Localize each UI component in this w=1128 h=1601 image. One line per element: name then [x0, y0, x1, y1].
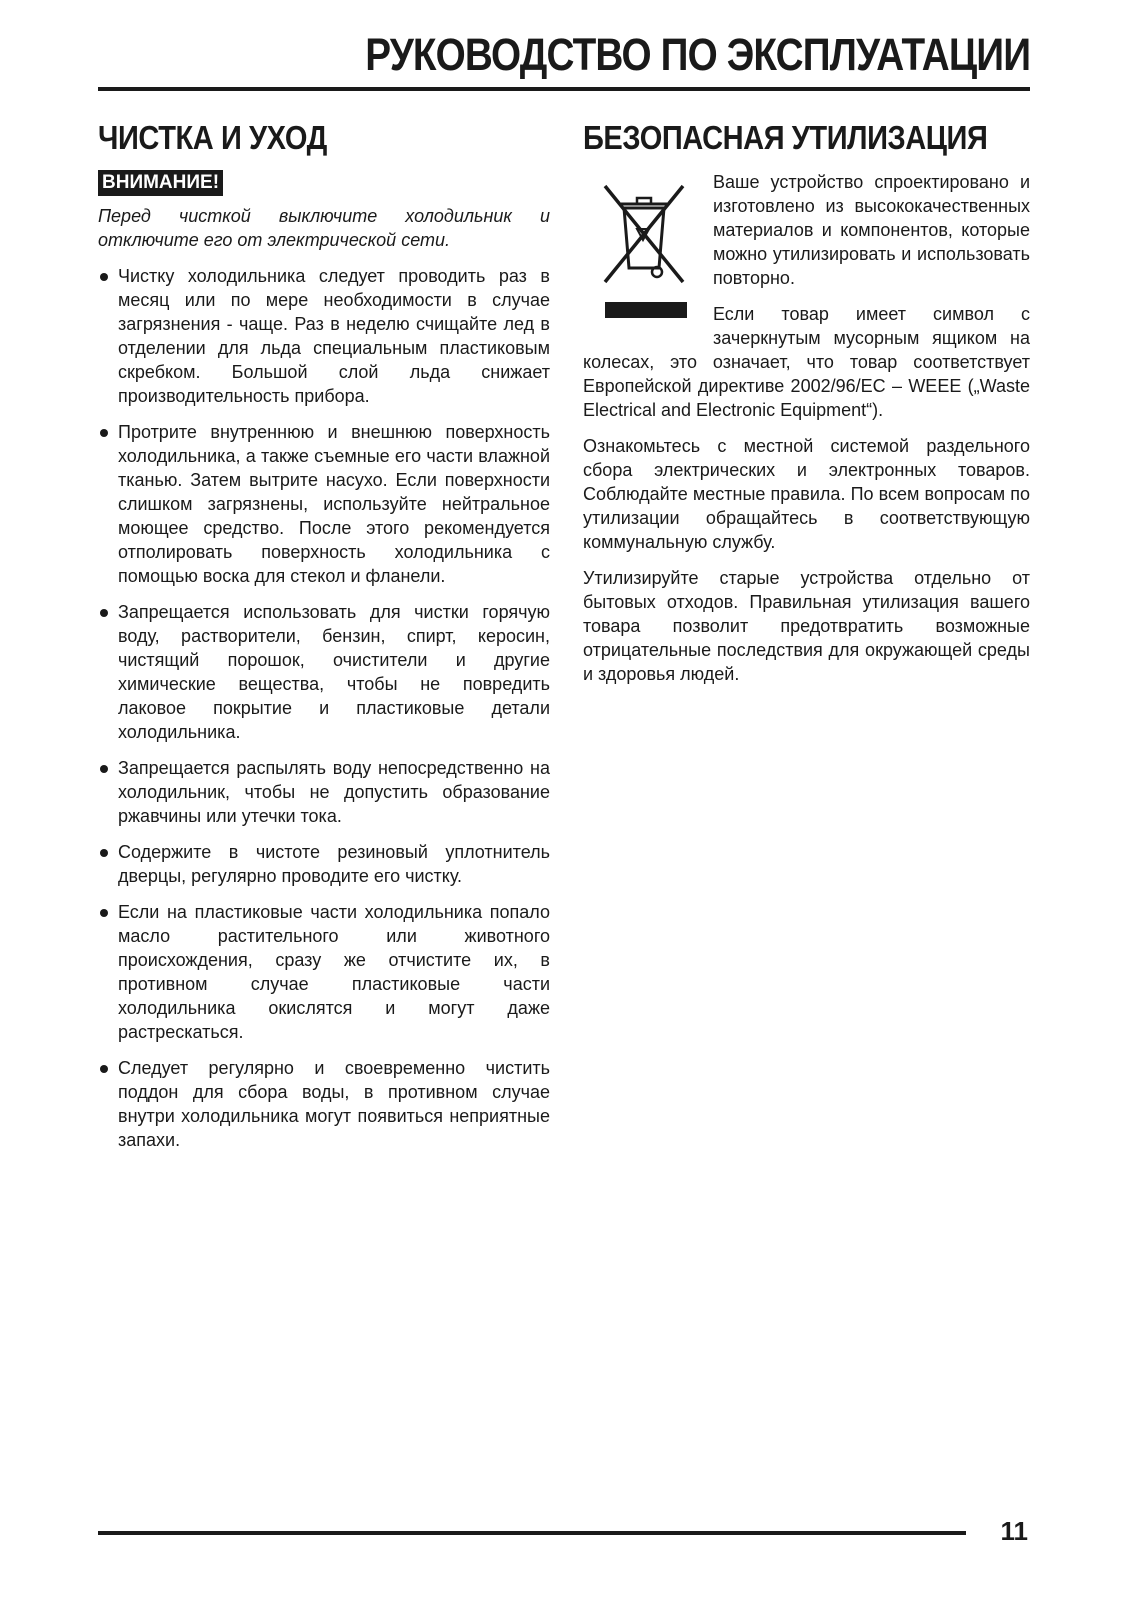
disposal-paragraph: Утилизируйте старые устройства отдельно от бытовых отходов. Правильная утилизация вашего товара позволит предотвратить возможные отрицательные последствия для окружающей среды и здоровья людей.	[583, 567, 1030, 684]
list-item: Содержите в чистоте резиновый уплотнитель дверцы, регулярно проводите его чистку.	[98, 840, 550, 888]
page-number: 11	[1000, 1516, 1028, 1546]
page-header-title: РУКОВОДСТВО ПО ЭКСПЛУАТАЦИИ	[365, 29, 1030, 80]
list-item: Запрещается распылять воду непосредственно на холодильник, чтобы не допустить образование ржавчины или утечки тока.	[98, 756, 550, 828]
crossed-out-wheelie-bin-icon	[593, 174, 693, 324]
list-item: Запрещается использовать для чистки горячую воду, растворители, бензин, спирт, керосин, чистящий порошок, очистители и другие химические вещества, чтобы не повредить лаковое покрытие и пластиковые детали холодильника.	[98, 600, 550, 744]
disposal-section	[583, 118, 1030, 698]
list-item: Чистку холодильника следует проводить раз в месяц или по мере необходимости в случае загрязнения - чаще. Раз в неделю счищайте лед в отделении для льда специальным пластиковым скребком. Большой слой льда снижает производительность прибора.	[98, 264, 550, 408]
warning-badge: ВНИМАНИЕ!	[98, 170, 223, 197]
disposal-paragraph: Если товар имеет символ с зачеркнутым мусорным ящиком на колесах, это означает, что товар соответствует Европейской директиве 2002/96/EC – WEEE („Waste Electrical and Electronic Equipment“).	[583, 303, 1030, 420]
disposal-paragraph: Ознакомьтесь с местной системой раздельного сбора электрических и электронных товаров. Соблюдайте местные правила. По всем вопросам по утилизации обращайтесь в соответствующую коммунальную службу.	[583, 435, 1030, 552]
header-divider	[98, 87, 1030, 91]
cleaning-section-title: ЧИСТКА И УХОД	[98, 119, 327, 156]
disposal-paragraph: Ваше устройство спроектировано и изготовлено из высококачественных материалов и компонентов, которые можно утилизировать и использовать повторно.	[713, 171, 1030, 288]
disposal-section-title: БЕЗОПАСНАЯ УТИЛИЗАЦИЯ	[583, 119, 988, 156]
warning-text: Перед чисткой выключите холодильник и отключите его от электрической сети.	[98, 206, 550, 251]
cleaning-section	[98, 118, 550, 1164]
list-item: Если на пластиковые части холодильника попало масло растительного или животного происхождения, сразу же отчистите их, в противном случае пластиковые части холодильника окислятся и могут даже растрескаться.	[98, 900, 550, 1044]
list-item: Протрите внутреннюю и внешнюю поверхность холодильника, а также съемные его части влажной тканью. Затем вытрите насухо. Если поверхности слишком загрязнены, используйте нейтральное моющее средство. После этого рекомендуется отполировать поверхность холодильника с помощью воска для стекол и фланели.	[98, 420, 550, 588]
list-item: Следует регулярно и своевременно чистить поддон для сбора воды, в противном случае внутри холодильника могут появиться неприятные запахи.	[98, 1056, 550, 1152]
cleaning-list	[98, 264, 550, 1152]
footer-divider	[98, 1531, 966, 1535]
